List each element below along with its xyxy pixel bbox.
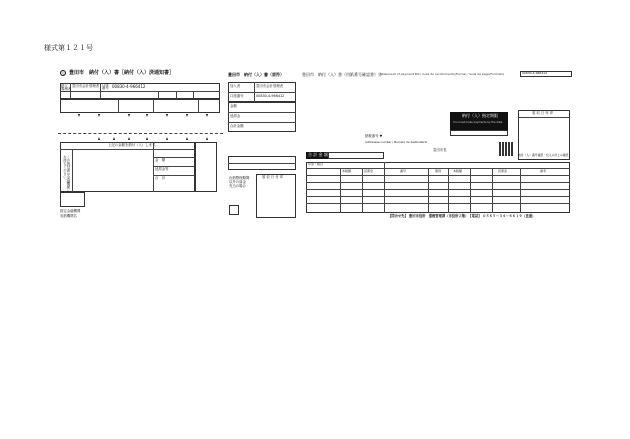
id-box-value: 00830-4-966412	[522, 71, 548, 75]
mid-side-block: 出納整理期間 以外の資金 充当の場合	[229, 176, 250, 189]
addr-label: 納税番号 ▼	[365, 134, 383, 138]
notice-text: You must make payments by the date.	[453, 121, 504, 124]
mid-item-amount: 金額	[230, 104, 237, 108]
table-h4: 番号	[400, 169, 407, 173]
mid-stamp-box	[256, 174, 296, 218]
footer-line2: 収納機関名	[60, 214, 77, 218]
table-h0: 年度・税目	[308, 162, 324, 166]
footer-box	[60, 192, 85, 207]
mid-item-late: 延滞金	[230, 114, 241, 118]
circle-number-icon: ⑫	[61, 71, 65, 76]
right-slip-title-en: Statement of payment Bill / Guia de recolhimento(Forma) / Guia de pago(Formato)	[380, 72, 505, 76]
total-label: 合 計 金 額	[308, 152, 328, 157]
mid-item-total: 合計金額	[230, 124, 244, 128]
qr-code-icon	[499, 142, 513, 156]
mid-row2-label: 口座番号	[230, 94, 244, 98]
item-amount: 金 額	[155, 158, 166, 162]
account-label: 口座 番号	[102, 83, 109, 91]
table-h7: 本税額	[453, 169, 463, 173]
stamp-column	[195, 142, 217, 192]
left-slip-title: 豊田市 納付（入）書［納付（入）済通知書］	[69, 70, 175, 76]
middle-slip	[226, 72, 298, 220]
table-h2: 本税額	[342, 169, 352, 173]
detail-row	[60, 99, 220, 113]
item-late-fee: 延滞金等	[155, 167, 169, 171]
footer-line1: 指定金融機関	[60, 209, 81, 213]
qr-note: 納付（入）番号確認・収入の計上の確認	[518, 153, 569, 157]
payee-text: 豊田市会計管理者	[72, 84, 100, 88]
mid-row2-value: 00830-4-966412	[256, 94, 285, 98]
table-h3: 延滞金	[364, 169, 374, 173]
mid-row1-label: 加入者	[230, 84, 241, 88]
table-h11: 備考	[540, 169, 547, 173]
payee-label: 納入 義務者	[61, 84, 72, 92]
item-total: 合 計	[155, 176, 166, 180]
mid-stamp-label: 領 収 日 付 印	[262, 175, 284, 179]
mid-slip-title: 豊田市 納付（入）書（原符）	[228, 72, 284, 77]
mid-row1-value: 豊田市会計管理者	[256, 84, 284, 88]
table-h9: 延滞金	[498, 169, 508, 173]
contact-line: 【問合せ先】 豊田市役所 債権管理課（市役所２階） 【電話】 ０５６５－３４－６６１９（直通）	[388, 214, 536, 218]
form-number-label: 様式第１２１号	[44, 44, 93, 52]
notice-title: 納付（入）指定期限	[462, 113, 498, 118]
right-slip-title: 豊田市 納付（入）書（用紙番号確認書）⑬	[302, 72, 382, 77]
right-slip	[300, 72, 585, 227]
side-notes: この納付書は金融機関に お持ちください。	[62, 155, 70, 193]
lower-header: 上記の金額を納付（入）します。	[108, 143, 159, 147]
left-slip	[58, 70, 223, 220]
addr-en: Addressee number / Numero de destinatario	[365, 140, 428, 144]
city-name: 豊田市長	[433, 148, 447, 152]
right-stamp-label: 領 収 日 付 印	[532, 111, 554, 115]
table-h6: 期別	[435, 169, 442, 173]
account-value: 00830-4-966412	[112, 84, 146, 89]
